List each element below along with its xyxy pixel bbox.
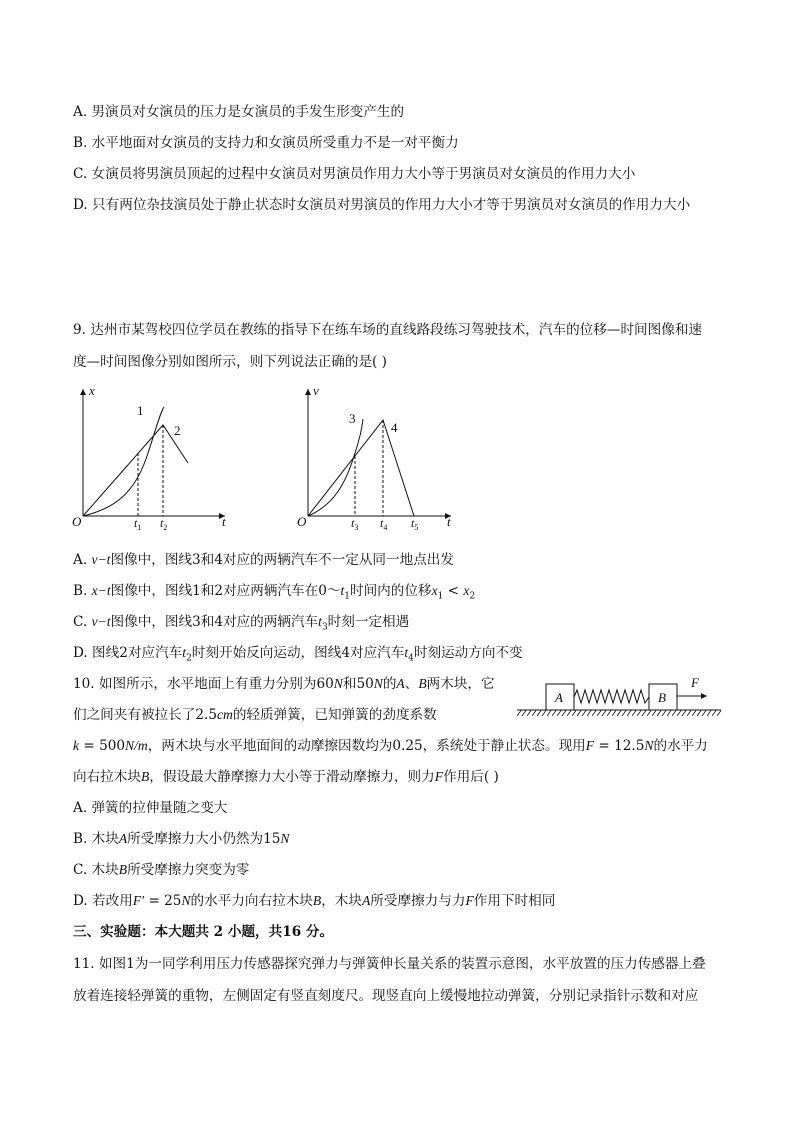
q10-option-d: D. 若改用F′ = 25N的水平力向右拉木块B，木块A所受摩擦力与力F作用下时相同	[73, 893, 556, 909]
spring	[574, 690, 649, 703]
q10-stem-line2: 们之间夹有被拉长了2.5cm的轻质弹簧，已知弹簧的劲度系数	[73, 707, 437, 723]
q10-option-b: B. 木块A所受摩擦力大小仍然为15N	[73, 831, 290, 847]
ground-hatch	[517, 710, 721, 716]
section-heading: 三、实验题：本大题共 2 小题，共16 分。	[73, 924, 334, 940]
q10-stem-line4: 向右拉木块B，假设最大静摩擦力大小等于滑动摩擦力，则力F作用后( )	[73, 769, 499, 785]
q10-option-c: C. 木块B所受摩擦力突变为零	[73, 862, 250, 878]
q9-stem-line1: 9. 达州市某驾校四位学员在教练的指导下在练车场的直线路段练习驾驶技术，汽车的位移—时间图像和速	[73, 322, 703, 338]
t5-label: $t_5$	[411, 516, 419, 532]
y-label: v	[313, 383, 319, 398]
t3-label: $t_3$	[351, 516, 359, 532]
curve-4	[308, 420, 414, 516]
q10-stem-line3: k = 500N/m，两木块与水平地面间的动摩擦因数均为0.25，系统处于静止状态。现用F = 12.5N的水平力	[73, 738, 708, 754]
curve2-label: 2	[174, 423, 181, 438]
q9-xt-graph	[72, 383, 242, 533]
curve1-label: 1	[137, 403, 144, 418]
q8-option-b: B. 水平地面对女演员的支持力和女演员所受重力不是一对平衡力	[73, 135, 459, 151]
q8-option-c: C. 女演员将男演员顶起的过程中女演员对男演员作用力大小等于男演员对女演员的作用力大小	[73, 166, 636, 182]
q9-option-d: D. 图线2对应汽车$t_2$时刻开始反向运动，图线4对应汽车$t_4$时刻运动方向不变	[73, 645, 523, 664]
origin-label: O	[72, 514, 82, 529]
x-label: t	[447, 514, 451, 529]
q9-stem-line2: 度—时间图像分别如图所示，则下列说法正确的是( )	[73, 354, 387, 370]
block-a-label: A	[555, 690, 563, 705]
t4-label: $t_4$	[380, 516, 388, 532]
q10-stem-line1: 10. 如图所示，水平地面上有重力分别为60N和50N的A、B两木块，它	[73, 676, 495, 692]
block-b-label: B	[658, 690, 666, 705]
q9-option-b: B. x−t图像中，图线1和2对应两辆汽车在$0\sim t_1$时间内的位移$x_1 < x_2$	[73, 583, 476, 602]
curve3-label: 3	[349, 411, 356, 426]
q11-stem-line1: 11. 如图1为一同学利用压力传感器探究弹力与弹簧伸长量关系的装置示意图，水平放置的压力传感器上叠	[73, 956, 706, 972]
q11-stem-line2: 放着连接轻弹簧的重物，左侧固定有竖直刻度尺。现竖直向上缓慢地拉动弹簧，分别记录指针示数和对应	[73, 988, 699, 1004]
q10-spring-figure	[517, 674, 723, 719]
y-label: x	[89, 383, 95, 398]
q9-option-a: A. v−t图像中，图线3和4对应的两辆汽车不一定从同一地点出发	[73, 552, 454, 568]
curve4-label: 4	[391, 420, 398, 435]
x-label: t	[222, 514, 226, 529]
q10-option-a: A. 弹簧的拉伸量随之变大	[73, 800, 228, 816]
curve-2	[83, 425, 188, 516]
origin-label: O	[297, 514, 307, 529]
t1-label: $t_1$	[134, 516, 142, 532]
t2-label: $t_2$	[160, 516, 168, 532]
force-label: F	[691, 675, 699, 690]
q9-option-c: C. v−t图像中，图线3和4对应的两辆汽车$t_3$时刻一定相遇	[73, 614, 410, 633]
q8-option-a: A. 男演员对女演员的压力是女演员的手发生形变产生的	[73, 104, 405, 120]
curve-1	[83, 407, 164, 516]
q8-option-d: D. 只有两位杂技演员处于静止状态时女演员对男演员的作用力大小才等于男演员对女演员的作用力大小	[73, 197, 691, 213]
q9-vt-graph	[296, 383, 466, 533]
